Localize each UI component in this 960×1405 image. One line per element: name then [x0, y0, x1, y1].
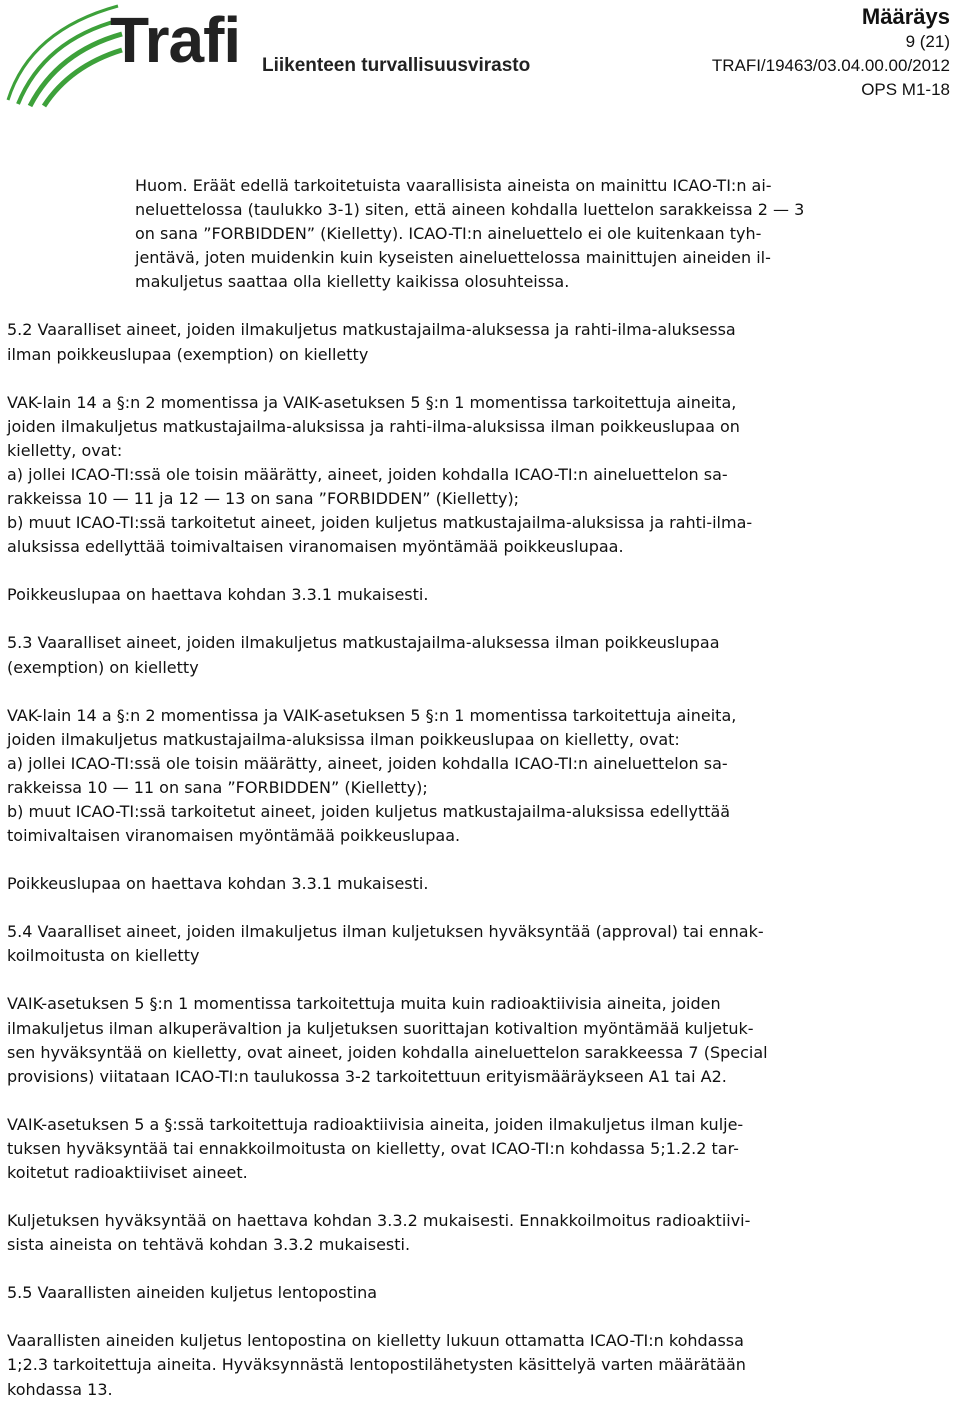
body-line: a) jollei ICAO-TI:ssä ole toisin määrätty, aineet, joiden kohdalla ICAO-TI:n aineluettelon sa- — [7, 464, 728, 484]
section-para1-5-4 — [7, 992, 953, 1088]
heading-line: 5.4 Vaaralliset aineet, joiden ilmakuljetus ilman kuljetuksen hyväksyntää (approval) tai ennak- — [7, 922, 764, 942]
heading-line: (exemption) on kielletty — [7, 657, 199, 677]
section-heading-5-4 — [7, 920, 953, 968]
section-footer-5-3 — [7, 872, 953, 896]
body-line: kohdassa 13. — [7, 1379, 113, 1399]
body-line: ilmakuljetus ilman alkuperävaltion ja kuljetuksen suorittajan kotivaltion myöntämää kuljetuk- — [7, 1018, 754, 1038]
logo-wordmark: Trafi — [110, 4, 241, 76]
body-line: joiden ilmakuljetus matkustajailma-aluksissa ja rahti-ilma-aluksissa ilman poikkeuslupaa on — [7, 416, 740, 436]
body-line: VAIK-asetuksen 5 §:n 1 momentissa tarkoitettuja muita kuin radioaktiivisia aineita, joiden — [7, 994, 721, 1014]
body-line: koitetut radioaktiiviset aineet. — [7, 1163, 248, 1182]
body-line: kielletty, ovat: — [7, 440, 123, 460]
heading-line: 5.3 Vaaralliset aineet, joiden ilmakuljetus matkustajailma-aluksessa ilman poikkeuslupaa — [7, 633, 720, 653]
section-heading-5-3 — [7, 631, 953, 679]
section-body-5-2 — [7, 391, 953, 560]
section-heading-5-2 — [7, 318, 953, 366]
section-heading-5-5 — [7, 1281, 953, 1305]
section-para3-5-4 — [7, 1209, 953, 1257]
body-line: aluksissa edellyttää toimivaltaisen viranomaisen myöntämää poikkeuslupaa. — [7, 537, 624, 557]
page-number: 9 (21) — [905, 32, 950, 51]
document-meta — [712, 4, 950, 102]
regulation-code: OPS M1-18 — [861, 80, 950, 99]
note-line: neluettelossa (taulukko 3-1) siten, että aineen kohdalla luettelon sarakkeissa 2 — 3 — [135, 200, 805, 220]
note-line: Huom. Eräät edellä tarkoitetuista vaarallisista aineista on mainittu ICAO-TI:n ai- — [135, 176, 772, 195]
body-line: VAIK-asetuksen 5 a §:ssä tarkoitettuja radioaktiivisia aineita, joiden ilmakuljetus ilman kulje- — [7, 1114, 744, 1134]
body-line: toimivaltaisen viranomaisen myöntämää poikkeuslupaa. — [7, 826, 461, 846]
note-line: makuljetus saattaa olla kielletty kaikissa olosuhteissa. — [135, 272, 570, 292]
body-line: 1;2.3 tarkoitettuja aineita. Hyväksynnästä lentopostilähetysten käsittelyä varten määrätään — [7, 1355, 746, 1375]
body-line: provisions) viitataan ICAO-TI:n taulukossa 3-2 tarkoitettuun erityismääräykseen A1 tai A2. — [7, 1066, 727, 1086]
section-para2-5-4 — [7, 1113, 953, 1185]
note-line: on sana ”FORBIDDEN” (Kielletty). ICAO-TI:n aineluettelo ei ole kuitenkaan tyh- — [135, 224, 762, 244]
body-line: sen hyväksyntää on kielletty, ovat aineet, joiden kohdalla aineluettelon sarakkeessa 7 (Special — [7, 1042, 768, 1062]
body-line: Kuljetuksen hyväksyntää on haettava kohdan 3.3.2 mukaisesti. Ennakkoilmoitus radioaktiivi- — [7, 1211, 751, 1231]
body-line: b) muut ICAO-TI:ssä tarkoitetut aineet, joiden kuljetus matkustajailma-aluksissa ja rahti-ilma- — [7, 513, 753, 533]
document-body — [7, 174, 953, 1402]
body-line: Poikkeuslupaa on haettava kohdan 3.3.1 mukaisesti. — [7, 874, 429, 894]
body-line: sista aineista on tehtävä kohdan 3.3.2 mukaisesti. — [7, 1235, 411, 1255]
section-body-5-3 — [7, 704, 953, 849]
trafi-swoosh-icon — [0, 0, 125, 108]
logo-subtitle: Liikenteen turvallisuusvirasto — [262, 55, 531, 76]
heading-line: 5.2 Vaaralliset aineet, joiden ilmakuljetus matkustajailma-aluksessa ja rahti-ilma-aluksessa — [7, 320, 736, 340]
body-line: VAK-lain 14 a §:n 2 momentissa ja VAIK-asetuksen 5 §:n 1 momentissa tarkoitettuja aineita, — [7, 392, 737, 412]
trafi-logo — [0, 0, 531, 110]
body-line: Vaarallisten aineiden kuljetus lentopostina on kielletty lukuun ottamatta ICAO-TI:n kohdassa — [7, 1331, 744, 1351]
document-type: Määräys — [861, 4, 950, 29]
note-line: jentävä, joten muidenkin kuin kyseisten aineluettelossa mainittujen aineiden il- — [135, 248, 771, 268]
document-reference: TRAFI/19463/03.04.00.00/2012 — [711, 56, 950, 75]
heading-line: koilmoitusta on kielletty — [7, 946, 200, 966]
heading-line: ilman poikkeuslupaa (exemption) on kielletty — [7, 344, 369, 364]
note-paragraph — [135, 174, 953, 294]
body-line: VAK-lain 14 a §:n 2 momentissa ja VAIK-asetuksen 5 §:n 1 momentissa tarkoitettuja aineita, — [7, 705, 737, 725]
section-body-5-5 — [7, 1329, 953, 1401]
body-line: Poikkeuslupaa on haettava kohdan 3.3.1 mukaisesti. — [7, 585, 429, 605]
body-line: a) jollei ICAO-TI:ssä ole toisin määrätty, aineet, joiden kohdalla ICAO-TI:n aineluettelon sa- — [7, 753, 728, 773]
heading-line: 5.5 Vaarallisten aineiden kuljetus lentopostina — [7, 1283, 378, 1303]
body-line: rakkeissa 10 — 11 ja 12 — 13 on sana ”FORBIDDEN” (Kielletty); — [7, 489, 520, 509]
body-line: rakkeissa 10 — 11 on sana ”FORBIDDEN” (Kielletty); — [7, 777, 428, 797]
section-footer-5-2 — [7, 583, 953, 607]
body-line: b) muut ICAO-TI:ssä tarkoitetut aineet, joiden kuljetus matkustajailma-aluksissa edellyttää — [7, 801, 731, 821]
body-line: tuksen hyväksyntää tai ennakkoilmoitusta on kielletty, ovat ICAO-TI:n kohdassa 5;1.2.2 tar- — [7, 1138, 739, 1158]
body-line: joiden ilmakuljetus matkustajailma-aluksissa ilman poikkeuslupaa on kielletty, ovat: — [7, 729, 680, 749]
